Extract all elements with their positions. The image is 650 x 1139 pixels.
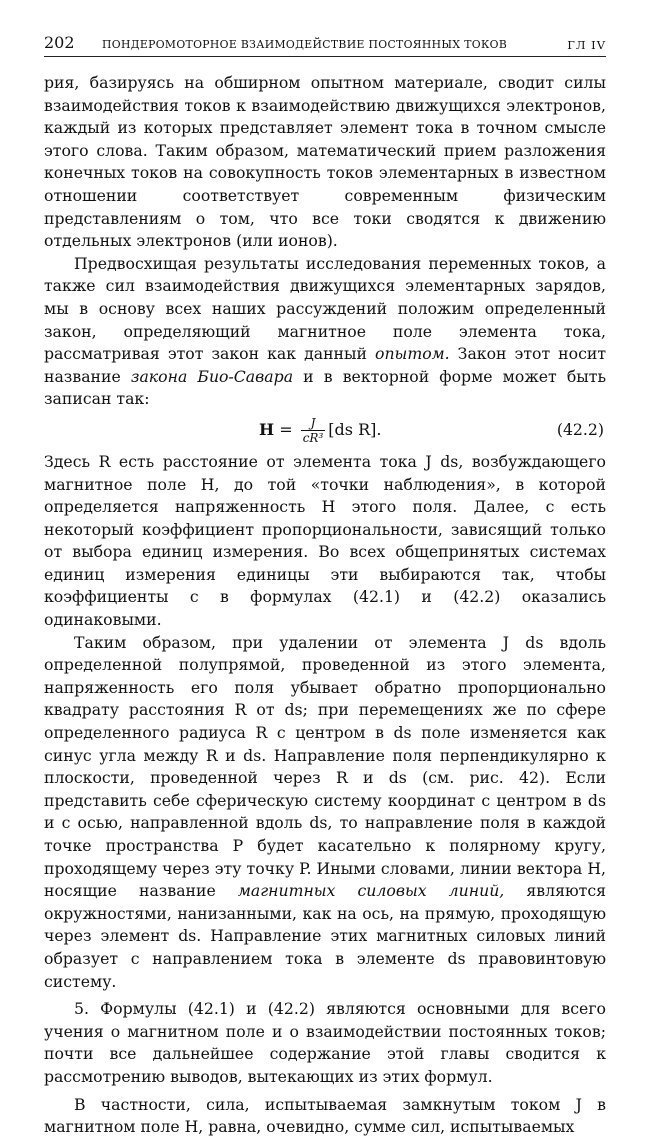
- running-title: ПОНДЕРОМОТОРНОЕ ВЗАИМОДЕЙСТВИЕ ПОСТОЯННЫХ ТОКОВ: [102, 38, 508, 51]
- main-text: [44, 72, 606, 1139]
- formula-rhs: [ds R].: [328, 419, 382, 439]
- paragraph-2-text-b: Закон этот носит название: [44, 344, 606, 386]
- paragraph-2: [44, 253, 606, 411]
- paragraph-6: В частности, сила, испытываемая замкнутым током J в магнитном поле H, равна, очевидно, сумме сил, испытываемых: [44, 1094, 606, 1137]
- formula-denominator: cR³: [302, 430, 324, 445]
- formula-lhs: H: [259, 419, 275, 439]
- formula-42-2: [44, 411, 606, 451]
- paragraph-4: [44, 632, 606, 994]
- emphasis-biot-savart-law: закона Био-Савара: [130, 366, 294, 386]
- running-header: [44, 34, 606, 57]
- emphasis-opytom: опытом.: [375, 344, 450, 364]
- paragraph-3: Здесь R есть расстояние от элемента тока J ds, возбуждающего магнитное поле H, до той «точки наблюдения», в которой определяется напряженность H этого поля. Далее, c есть некоторый коэффициент пропорциональности, зависящий только от выбора единиц измерения. Во всех общепринятых системах единиц измерения единицы эти выбираются так, чтобы коэффициенты c в формулах (42.1) и (42.2) оказались одинаковыми.: [44, 451, 606, 630]
- formula-expression: [259, 413, 381, 447]
- paragraph-1: рия, базируясь на обширном опытном материале, сводит силы взаимодействия токов к взаимодействию движущихся электронов, каждый из которых представляет элемент тока в точном смысле этого слова. Таким образом, математический прием разложения конечных токов на совокупность токов элементарных в известном отношении соответствует современным физическим представлениям о том, что все токи сводятся к движению отдельных электронов (или ионов).: [44, 73, 606, 251]
- chapter-label: ГЛ IV: [567, 38, 606, 52]
- formula-equals: =: [274, 419, 298, 439]
- paragraph-5: 5. Формулы (42.1) и (42.2) являются основными для всего учения о магнитном поле и о взаимодействии постоянных токов; почти все дальнейшее содержание этой главы сводится к рассмотрению выводов, вытекающих из этих формул.: [44, 999, 606, 1086]
- equation-number: (42.2): [556, 419, 604, 439]
- paragraph-4-text-a: Таким образом, при удалении от элемента J ds вдоль определенной полупрямой, проведенной из этого элемента, напряженность его поля убывает обратно пропорционально квадрату расстояния R от ds; при перемещениях же по сфере определенного радиуса R с центром в ds поле изменяется как синус угла между R и ds. Направление поля перпендикулярно к плоскости, проведенной через R и ds (см. рис. 42). Если представить себе сферическую систему координат с центром в ds и с осью, направленной вдоль ds, то направление поля в каждой точке пространства P будет касательно к полярному кругу, проходящему через эту точку P. Иными словами, линии вектора H, носящие название: [44, 632, 606, 901]
- page-number: 202: [44, 33, 75, 52]
- paragraph-4-text-b: являются окружностями, нанизанными, как на ось, на прямую, проходящую через элемент ds. Направление этих магнитных силовых линий образует с направлением тока в элементе ds правовинтовую систему.: [44, 881, 606, 991]
- emphasis-magnetic-lines: магнитных силовых линий,: [237, 881, 505, 901]
- paragraph-2-text-c: и в векторной форме может быть записан так:: [44, 366, 607, 409]
- formula-numerator: J: [301, 416, 326, 431]
- formula-fraction: [301, 416, 326, 445]
- paragraph-2-text-a: Предвосхищая результаты исследования переменных токов, а также сил взаимодействия движущихся элементарных зарядов, мы в основу всех наших рассуждений положим определенный закон, определяющий магнитное поле элемента тока, рассматривая этот закон как данный: [44, 253, 606, 364]
